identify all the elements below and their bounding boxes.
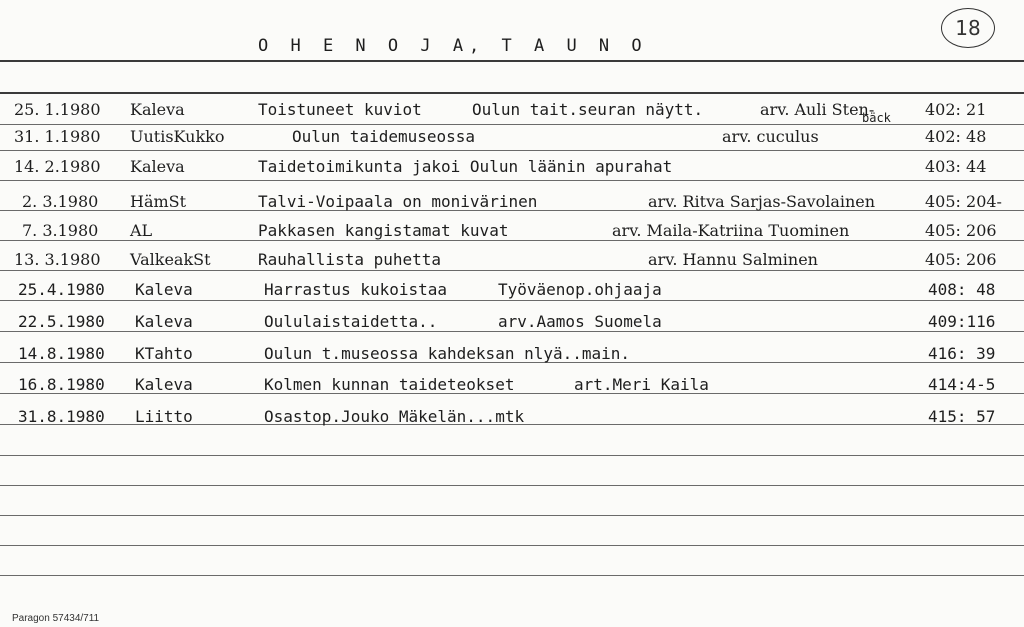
entry-ref: 405: 206	[925, 221, 997, 240]
entry-title: Oululaistaidetta..	[264, 312, 438, 331]
entry-detail: Oulun tait.seuran näytt.	[472, 100, 704, 119]
entry-author-cont: bäck	[862, 111, 891, 125]
entry-detail: art.Meri Kaila	[574, 375, 709, 394]
divider	[0, 455, 1024, 456]
entry-paper: Kaleva	[135, 280, 193, 299]
entry-date: 14.8.1980	[18, 344, 105, 363]
entry-paper: Kaleva	[135, 312, 193, 331]
entry-ref: 402: 48	[925, 127, 987, 146]
entry-date: 25.4.1980	[18, 280, 105, 299]
entry-paper: Kaleva	[130, 157, 185, 176]
entry-date: 13. 3.1980	[14, 250, 101, 269]
list-item	[0, 312, 1024, 336]
divider	[0, 60, 1024, 62]
entry-paper: Kaleva	[130, 100, 185, 119]
list-item	[0, 100, 1024, 124]
list-item	[0, 407, 1024, 431]
list-item	[0, 157, 1024, 181]
entry-ref: 415: 57	[928, 407, 996, 426]
entry-ref: 416: 39	[928, 344, 996, 363]
entry-paper: UutisKukko	[130, 127, 225, 146]
entry-paper: AL	[130, 221, 153, 240]
entry-title: Toistuneet kuviot	[258, 100, 422, 119]
divider	[0, 92, 1024, 94]
entry-title: Taidetoimikunta jakoi Oulun läänin apurahat	[258, 157, 673, 176]
divider	[0, 515, 1024, 516]
entry-title: Talvi-Voipaala on monivärinen	[258, 192, 538, 211]
entry-title: Pakkasen kangistamat kuvat	[258, 221, 509, 240]
entry-title: Osastop.Jouko Mäkelän...mtk	[264, 407, 525, 426]
divider	[0, 575, 1024, 576]
list-item	[0, 221, 1024, 245]
entry-title: Kolmen kunnan taideteokset	[264, 375, 515, 394]
entry-paper: Kaleva	[135, 375, 193, 394]
list-item	[0, 250, 1024, 274]
entry-author: arv. Hannu Salminen	[648, 250, 818, 269]
entry-title: Harrastus kukoistaa	[264, 280, 448, 299]
list-item	[0, 375, 1024, 399]
entry-title: Oulun taidemuseossa	[292, 127, 476, 146]
entry-author: arv. cuculus	[722, 127, 819, 146]
entry-date: 25. 1.1980	[14, 100, 101, 119]
entry-detail: arv.Aamos Suomela	[498, 312, 662, 331]
entry-author: arv. Maila-Katriina Tuominen	[612, 221, 850, 240]
entry-ref: 403: 44	[925, 157, 987, 176]
entry-title: Rauhallista puhetta	[258, 250, 442, 269]
entry-ref: 405: 204-	[925, 192, 1002, 211]
entry-ref: 408: 48	[928, 280, 996, 299]
list-item	[0, 344, 1024, 368]
entry-detail: Työväenop.ohjaaja	[498, 280, 662, 299]
entry-paper: HämSt	[130, 192, 187, 211]
entry-date: 22.5.1980	[18, 312, 105, 331]
entry-author: arv. Auli Sten-	[760, 100, 875, 119]
entry-paper: KTahto	[135, 344, 193, 363]
divider	[0, 485, 1024, 486]
entry-date: 14. 2.1980	[14, 157, 101, 176]
entry-author: arv. Ritva Sarjas-Savolainen	[648, 192, 876, 211]
entry-ref: 414:4-5	[928, 375, 996, 394]
divider	[0, 545, 1024, 546]
card-name: O H E N O J A, T A U N O	[258, 36, 648, 56]
entry-title: Oulun t.museossa kahdeksan nlyä..main.	[264, 344, 631, 363]
entry-ref: 405: 206	[925, 250, 997, 269]
entry-date: 31. 1.1980	[14, 127, 101, 146]
list-item	[0, 127, 1024, 151]
entry-paper: Liitto	[135, 407, 193, 426]
entry-ref: 409:116	[928, 312, 996, 331]
entry-date: 2. 3.1980	[22, 192, 99, 211]
card-footer: Paragon 57434/711	[12, 613, 100, 624]
card-number: 18	[941, 8, 995, 48]
entry-date: 31.8.1980	[18, 407, 105, 426]
entry-date: 7. 3.1980	[22, 221, 99, 240]
entry-paper: ValkeakSt	[130, 250, 211, 269]
list-item	[0, 280, 1024, 304]
list-item	[0, 192, 1024, 216]
entry-ref: 402: 21	[925, 100, 987, 119]
entry-date: 16.8.1980	[18, 375, 105, 394]
